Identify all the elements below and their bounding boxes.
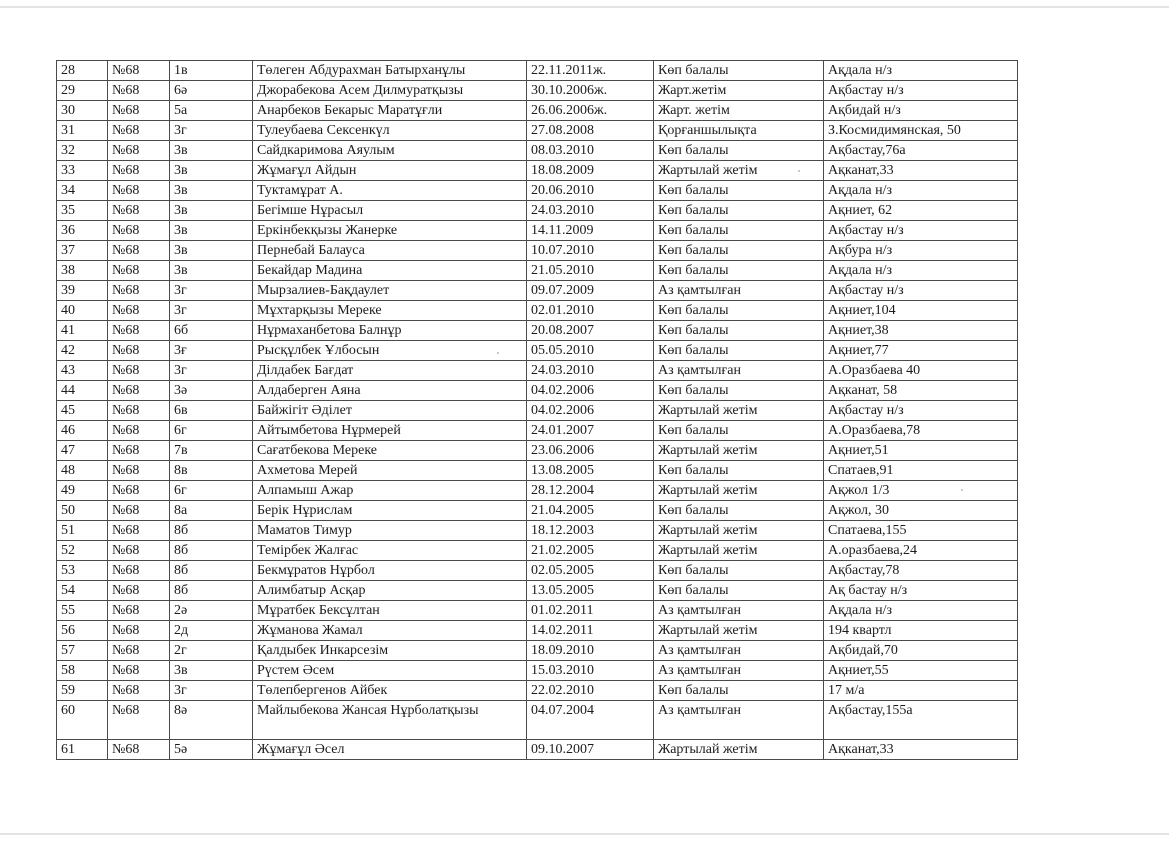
student-name-cell: Алдаберген Аяна — [253, 381, 527, 401]
birth-date-cell: 21.02.2005 — [527, 541, 654, 561]
birth-date-cell: 20.08.2007 — [527, 321, 654, 341]
address-cell: Ақбастау н/з — [824, 81, 1018, 101]
row-number-cell: 44 — [57, 381, 108, 401]
student-name-cell: Джорабекова Асем Дилмуратқызы — [253, 81, 527, 101]
school-number-cell: №68 — [108, 661, 170, 681]
birth-date-cell: 21.05.2010 — [527, 261, 654, 281]
table-row — [57, 521, 1018, 541]
row-number-cell: 55 — [57, 601, 108, 621]
student-name-cell: Бекайдар Мадина — [253, 261, 527, 281]
birth-date-cell: 04.02.2006 — [527, 381, 654, 401]
class-grade-cell: 2д — [170, 621, 253, 641]
student-name-cell: Жұмағұл Айдын — [253, 161, 527, 181]
row-number-cell: 36 — [57, 221, 108, 241]
class-grade-cell: 3в — [170, 141, 253, 161]
class-grade-cell: 3ғ — [170, 341, 253, 361]
student-roster-table — [56, 60, 1018, 760]
class-grade-cell: 6г — [170, 481, 253, 501]
class-grade-cell: 1в — [170, 61, 253, 81]
address-cell: 17 м/а — [824, 681, 1018, 701]
school-number-cell: №68 — [108, 181, 170, 201]
row-number-cell: 30 — [57, 101, 108, 121]
class-grade-cell: 3в — [170, 161, 253, 181]
table-row — [57, 401, 1018, 421]
birth-date-cell: 26.06.2006ж. — [527, 101, 654, 121]
birth-date-cell: 10.07.2010 — [527, 241, 654, 261]
address-cell: З.Космидимянская, 50 — [824, 121, 1018, 141]
student-name-cell: Маматов Тимур — [253, 521, 527, 541]
student-name-cell: Еркінбекқызы Жанерке — [253, 221, 527, 241]
row-number-cell: 28 — [57, 61, 108, 81]
student-name-cell: Тулеубаева Сексенкүл — [253, 121, 527, 141]
school-number-cell: №68 — [108, 601, 170, 621]
student-name-cell: Темірбек Жалғас — [253, 541, 527, 561]
row-number-cell: 45 — [57, 401, 108, 421]
table-row — [57, 341, 1018, 361]
class-grade-cell: 7в — [170, 441, 253, 461]
row-number-cell: 38 — [57, 261, 108, 281]
table-row — [57, 740, 1018, 760]
address-cell: Ақдала н/з — [824, 601, 1018, 621]
address-cell: Ақдала н/з — [824, 61, 1018, 81]
class-grade-cell: 3ә — [170, 381, 253, 401]
class-grade-cell: 3в — [170, 221, 253, 241]
class-grade-cell: 3в — [170, 201, 253, 221]
table-row — [57, 161, 1018, 181]
school-number-cell: №68 — [108, 621, 170, 641]
student-name-cell: Сағатбекова Мереке — [253, 441, 527, 461]
school-number-cell: №68 — [108, 141, 170, 161]
table-row — [57, 621, 1018, 641]
row-number-cell: 46 — [57, 421, 108, 441]
address-cell: А.Оразбаева 40 — [824, 361, 1018, 381]
address-cell: Ақжол 1/3 — [824, 481, 1018, 501]
row-number-cell: 56 — [57, 621, 108, 641]
row-number-cell: 41 — [57, 321, 108, 341]
address-cell: Ақбастау н/з — [824, 281, 1018, 301]
address-cell: Ақдала н/з — [824, 181, 1018, 201]
row-number-cell: 34 — [57, 181, 108, 201]
family-status-cell: Көп балалы — [654, 561, 824, 581]
school-number-cell: №68 — [108, 121, 170, 141]
address-cell: Ақбидай н/з — [824, 101, 1018, 121]
table-row — [57, 281, 1018, 301]
table-row — [57, 641, 1018, 661]
row-number-cell: 54 — [57, 581, 108, 601]
address-cell: Спатаева,155 — [824, 521, 1018, 541]
birth-date-cell: 24.03.2010 — [527, 361, 654, 381]
class-grade-cell: 6ә — [170, 81, 253, 101]
table-row — [57, 461, 1018, 481]
school-number-cell: №68 — [108, 241, 170, 261]
class-grade-cell: 8б — [170, 521, 253, 541]
address-cell: Ақканат,33 — [824, 161, 1018, 181]
address-cell: Ақниет,55 — [824, 661, 1018, 681]
school-number-cell: №68 — [108, 221, 170, 241]
school-number-cell: №68 — [108, 101, 170, 121]
birth-date-cell: 01.02.2011 — [527, 601, 654, 621]
school-number-cell: №68 — [108, 201, 170, 221]
student-name-cell: Байжігіт Әділет — [253, 401, 527, 421]
class-grade-cell: 3в — [170, 241, 253, 261]
class-grade-cell: 3в — [170, 181, 253, 201]
table-row — [57, 381, 1018, 401]
student-name-cell: Берік Нұрислам — [253, 501, 527, 521]
school-number-cell: №68 — [108, 681, 170, 701]
row-number-cell: 53 — [57, 561, 108, 581]
student-name-cell: Жұманова Жамал — [253, 621, 527, 641]
student-name-cell: Анарбеков Бекарыс Маратұғли — [253, 101, 527, 121]
birth-date-cell: 18.09.2010 — [527, 641, 654, 661]
address-cell: Ақбастау,76а — [824, 141, 1018, 161]
school-number-cell: №68 — [108, 441, 170, 461]
table-row — [57, 261, 1018, 281]
row-number-cell: 57 — [57, 641, 108, 661]
family-status-cell: Жартылай жетім — [654, 161, 824, 181]
school-number-cell: №68 — [108, 521, 170, 541]
class-grade-cell: 5ә — [170, 740, 253, 760]
family-status-cell: Көп балалы — [654, 341, 824, 361]
class-grade-cell: 6б — [170, 321, 253, 341]
birth-date-cell: 13.08.2005 — [527, 461, 654, 481]
class-grade-cell: 2г — [170, 641, 253, 661]
table-row — [57, 201, 1018, 221]
family-status-cell: Көп балалы — [654, 461, 824, 481]
family-status-cell: Көп балалы — [654, 181, 824, 201]
row-number-cell: 60 — [57, 701, 108, 740]
row-number-cell: 50 — [57, 501, 108, 521]
birth-date-cell: 30.10.2006ж. — [527, 81, 654, 101]
scan-edge-bottom — [0, 833, 1169, 835]
row-number-cell: 43 — [57, 361, 108, 381]
student-name-cell: Нұрмаханбетова Балнұр — [253, 321, 527, 341]
family-status-cell: Жарт. жетім — [654, 101, 824, 121]
birth-date-cell: 15.03.2010 — [527, 661, 654, 681]
address-cell: Ақбастау,78 — [824, 561, 1018, 581]
birth-date-cell: 08.03.2010 — [527, 141, 654, 161]
class-grade-cell: 6г — [170, 421, 253, 441]
table-row — [57, 421, 1018, 441]
family-status-cell: Аз қамтылған — [654, 641, 824, 661]
class-grade-cell: 3в — [170, 661, 253, 681]
school-number-cell: №68 — [108, 701, 170, 740]
family-status-cell: Жарт.жетім — [654, 81, 824, 101]
birth-date-cell: 21.04.2005 — [527, 501, 654, 521]
school-number-cell: №68 — [108, 301, 170, 321]
birth-date-cell: 13.05.2005 — [527, 581, 654, 601]
row-number-cell: 32 — [57, 141, 108, 161]
student-name-cell: Айтымбетова Нұрмерей — [253, 421, 527, 441]
table-row — [57, 141, 1018, 161]
family-status-cell: Көп балалы — [654, 501, 824, 521]
class-grade-cell: 8б — [170, 581, 253, 601]
school-number-cell: №68 — [108, 561, 170, 581]
class-grade-cell: 3в — [170, 261, 253, 281]
table-row — [57, 221, 1018, 241]
school-number-cell: №68 — [108, 740, 170, 760]
school-number-cell: №68 — [108, 361, 170, 381]
family-status-cell: Көп балалы — [654, 381, 824, 401]
family-status-cell: Көп балалы — [654, 581, 824, 601]
table-row — [57, 81, 1018, 101]
address-cell: Ақбидай,70 — [824, 641, 1018, 661]
birth-date-cell: 02.05.2005 — [527, 561, 654, 581]
address-cell: Ақниет, 62 — [824, 201, 1018, 221]
student-name-cell: Сайдкаримова Аяулым — [253, 141, 527, 161]
student-name-cell: Алпамыш Ажар — [253, 481, 527, 501]
address-cell: Ақканат,33 — [824, 740, 1018, 760]
address-cell: А.оразбаева,24 — [824, 541, 1018, 561]
table-row — [57, 501, 1018, 521]
birth-date-cell: 28.12.2004 — [527, 481, 654, 501]
class-grade-cell: 5а — [170, 101, 253, 121]
birth-date-cell: 23.06.2006 — [527, 441, 654, 461]
birth-date-cell: 05.05.2010 — [527, 341, 654, 361]
school-number-cell: №68 — [108, 641, 170, 661]
table-row — [57, 441, 1018, 461]
row-number-cell: 61 — [57, 740, 108, 760]
family-status-cell: Көп балалы — [654, 421, 824, 441]
address-cell: Ақ бастау н/з — [824, 581, 1018, 601]
class-grade-cell: 2ә — [170, 601, 253, 621]
address-cell: Ақниет,104 — [824, 301, 1018, 321]
row-number-cell: 39 — [57, 281, 108, 301]
family-status-cell: Жартылай жетім — [654, 441, 824, 461]
table-row — [57, 181, 1018, 201]
family-status-cell: Жартылай жетім — [654, 740, 824, 760]
table-row — [57, 241, 1018, 261]
family-status-cell: Жартылай жетім — [654, 621, 824, 641]
family-status-cell: Көп балалы — [654, 261, 824, 281]
birth-date-cell: 02.01.2010 — [527, 301, 654, 321]
birth-date-cell: 09.07.2009 — [527, 281, 654, 301]
table-row — [57, 121, 1018, 141]
class-grade-cell: 8б — [170, 561, 253, 581]
family-status-cell: Жартылай жетім — [654, 481, 824, 501]
table-row — [57, 61, 1018, 81]
student-name-cell: Рүстем Әсем — [253, 661, 527, 681]
family-status-cell: Көп балалы — [654, 241, 824, 261]
address-cell: Ақбастау н/з — [824, 401, 1018, 421]
school-number-cell: №68 — [108, 321, 170, 341]
scan-speck — [497, 352, 499, 354]
class-grade-cell: 3г — [170, 681, 253, 701]
family-status-cell: Аз қамтылған — [654, 601, 824, 621]
birth-date-cell: 24.03.2010 — [527, 201, 654, 221]
table-row — [57, 481, 1018, 501]
family-status-cell: Көп балалы — [654, 221, 824, 241]
table-row — [57, 661, 1018, 681]
class-grade-cell: 6в — [170, 401, 253, 421]
row-number-cell: 52 — [57, 541, 108, 561]
table-row — [57, 361, 1018, 381]
family-status-cell: Жартылай жетім — [654, 401, 824, 421]
table-row — [57, 701, 1018, 740]
table-row — [57, 581, 1018, 601]
school-number-cell: №68 — [108, 541, 170, 561]
student-name-cell: Мұратбек Бексұлтан — [253, 601, 527, 621]
row-number-cell: 48 — [57, 461, 108, 481]
class-grade-cell: 8ә — [170, 701, 253, 740]
table-row — [57, 101, 1018, 121]
school-number-cell: №68 — [108, 481, 170, 501]
student-name-cell: Қалдыбек Инкарсезім — [253, 641, 527, 661]
row-number-cell: 35 — [57, 201, 108, 221]
family-status-cell: Аз қамтылған — [654, 661, 824, 681]
class-grade-cell: 3г — [170, 121, 253, 141]
row-number-cell: 31 — [57, 121, 108, 141]
school-number-cell: №68 — [108, 401, 170, 421]
address-cell: Ақдала н/з — [824, 261, 1018, 281]
address-cell: Ақбастау,155а — [824, 701, 1018, 740]
class-grade-cell: 8в — [170, 461, 253, 481]
row-number-cell: 59 — [57, 681, 108, 701]
address-cell: 194 квартл — [824, 621, 1018, 641]
student-name-cell: Мұхтарқызы Мереке — [253, 301, 527, 321]
school-number-cell: №68 — [108, 581, 170, 601]
school-number-cell: №68 — [108, 461, 170, 481]
student-name-cell: Мырзалиев-Бақдаулет — [253, 281, 527, 301]
birth-date-cell: 22.02.2010 — [527, 681, 654, 701]
address-cell: Ақниет,38 — [824, 321, 1018, 341]
student-name-cell: Ділдабек Бағдат — [253, 361, 527, 381]
class-grade-cell: 3г — [170, 281, 253, 301]
family-status-cell: Көп балалы — [654, 301, 824, 321]
birth-date-cell: 18.12.2003 — [527, 521, 654, 541]
birth-date-cell: 14.02.2011 — [527, 621, 654, 641]
row-number-cell: 47 — [57, 441, 108, 461]
school-number-cell: №68 — [108, 281, 170, 301]
school-number-cell: №68 — [108, 421, 170, 441]
family-status-cell: Қорғаншылықта — [654, 121, 824, 141]
student-name-cell: Туктамұрат А. — [253, 181, 527, 201]
row-number-cell: 40 — [57, 301, 108, 321]
scan-speck — [961, 489, 963, 491]
school-number-cell: №68 — [108, 341, 170, 361]
birth-date-cell: 04.02.2006 — [527, 401, 654, 421]
family-status-cell: Жартылай жетім — [654, 521, 824, 541]
family-status-cell: Көп балалы — [654, 681, 824, 701]
birth-date-cell: 27.08.2008 — [527, 121, 654, 141]
table-row — [57, 681, 1018, 701]
table-row — [57, 561, 1018, 581]
student-name-cell: Бегімше Нұрасыл — [253, 201, 527, 221]
family-status-cell: Аз қамтылған — [654, 701, 824, 740]
student-name-cell: Жұмағұл Әсел — [253, 740, 527, 760]
family-status-cell: Жартылай жетім — [654, 541, 824, 561]
scan-speck — [798, 170, 800, 172]
address-cell: Ақниет,51 — [824, 441, 1018, 461]
birth-date-cell: 09.10.2007 — [527, 740, 654, 760]
table-row — [57, 301, 1018, 321]
family-status-cell: Көп балалы — [654, 321, 824, 341]
class-grade-cell: 3г — [170, 301, 253, 321]
row-number-cell: 29 — [57, 81, 108, 101]
birth-date-cell: 18.08.2009 — [527, 161, 654, 181]
row-number-cell: 51 — [57, 521, 108, 541]
table-row — [57, 541, 1018, 561]
student-name-cell: Рысқұлбек Ұлбосын — [253, 341, 527, 361]
school-number-cell: №68 — [108, 501, 170, 521]
student-name-cell: Төлеген Абдурахман Батырханұлы — [253, 61, 527, 81]
scan-edge-top — [0, 6, 1169, 8]
school-number-cell: №68 — [108, 381, 170, 401]
roster-body — [57, 61, 1018, 760]
birth-date-cell: 14.11.2009 — [527, 221, 654, 241]
birth-date-cell: 20.06.2010 — [527, 181, 654, 201]
family-status-cell: Көп балалы — [654, 141, 824, 161]
address-cell: Ақбура н/з — [824, 241, 1018, 261]
birth-date-cell: 22.11.2011ж. — [527, 61, 654, 81]
row-number-cell: 58 — [57, 661, 108, 681]
family-status-cell: Аз қамтылған — [654, 281, 824, 301]
family-status-cell: Аз қамтылған — [654, 361, 824, 381]
address-cell: Ақжол, 30 — [824, 501, 1018, 521]
family-status-cell: Көп балалы — [654, 201, 824, 221]
row-number-cell: 49 — [57, 481, 108, 501]
school-number-cell: №68 — [108, 61, 170, 81]
row-number-cell: 37 — [57, 241, 108, 261]
class-grade-cell: 3г — [170, 361, 253, 381]
school-number-cell: №68 — [108, 261, 170, 281]
row-number-cell: 33 — [57, 161, 108, 181]
student-name-cell: Майлыбекова Жансая Нұрболатқызы — [253, 701, 527, 740]
student-name-cell: Төлепбергенов Айбек — [253, 681, 527, 701]
class-grade-cell: 8а — [170, 501, 253, 521]
student-name-cell: Пернебай Балауса — [253, 241, 527, 261]
school-number-cell: №68 — [108, 161, 170, 181]
family-status-cell: Көп балалы — [654, 61, 824, 81]
class-grade-cell: 8б — [170, 541, 253, 561]
student-name-cell: Ахметова Мерей — [253, 461, 527, 481]
student-name-cell: Бекмұратов Нұрбол — [253, 561, 527, 581]
address-cell: Ақбастау н/з — [824, 221, 1018, 241]
address-cell: А.Оразбаева,78 — [824, 421, 1018, 441]
school-number-cell: №68 — [108, 81, 170, 101]
address-cell: Ақканат, 58 — [824, 381, 1018, 401]
row-number-cell: 42 — [57, 341, 108, 361]
birth-date-cell: 04.07.2004 — [527, 701, 654, 740]
table-row — [57, 321, 1018, 341]
student-name-cell: Алимбатыр Асқар — [253, 581, 527, 601]
address-cell: Ақниет,77 — [824, 341, 1018, 361]
birth-date-cell: 24.01.2007 — [527, 421, 654, 441]
table-row — [57, 601, 1018, 621]
address-cell: Спатаев,91 — [824, 461, 1018, 481]
